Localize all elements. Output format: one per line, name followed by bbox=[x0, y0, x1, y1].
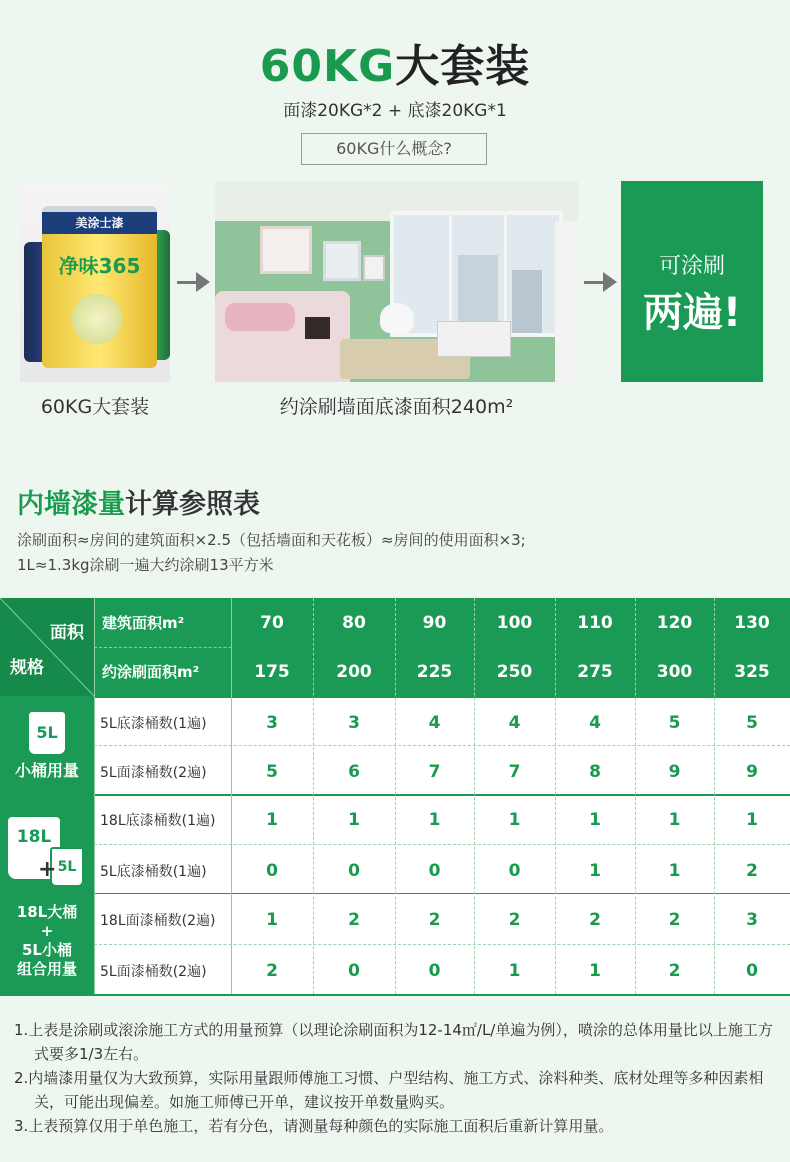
table-cell: 9 bbox=[668, 761, 681, 782]
table-cell: 1 bbox=[508, 809, 521, 830]
desc-line2: 1L≈1.3kg涂刷一遍大约涂刷13平方米 bbox=[17, 556, 274, 574]
desc-line1: 涂刷面积≈房间的建筑面积×2.5（包括墙面和天花板）≈房间的使用面积×3; bbox=[17, 531, 526, 549]
row-label: 5L面漆桶数(2遍) bbox=[100, 963, 207, 980]
white-chair bbox=[380, 303, 414, 333]
subtitle: 面漆20KG*2 + 底漆20KG*1 bbox=[283, 101, 507, 121]
arrow-right-icon bbox=[603, 272, 617, 292]
row-label: 5L面漆桶数(2遍) bbox=[100, 764, 207, 781]
table-cell: 1 bbox=[508, 960, 521, 981]
caption-room: 约涂刷墙面底漆面积240m² bbox=[279, 396, 514, 418]
table-cell: 1 bbox=[589, 960, 601, 981]
arrow-line-1 bbox=[177, 281, 197, 284]
paint-area-cell: 175 bbox=[231, 647, 313, 696]
notes bbox=[14, 1018, 779, 1138]
plus-icon: + bbox=[38, 857, 57, 882]
small-bucket-icon: 5L bbox=[29, 712, 65, 754]
table-cell: 1 bbox=[266, 809, 278, 830]
build-area-cell: 90 bbox=[395, 598, 474, 647]
paint-area-cell: 275 bbox=[555, 647, 635, 696]
result-line1: 可涂刷 bbox=[658, 254, 725, 279]
build-area-cell: 130 bbox=[714, 598, 790, 647]
table-cell: 0 bbox=[348, 860, 360, 881]
group2-label-line1: 18L大桶 bbox=[16, 903, 78, 921]
wall-art-1 bbox=[260, 226, 312, 274]
bucket-front bbox=[42, 206, 157, 368]
paint-area-cell: 300 bbox=[635, 647, 714, 696]
nightstand bbox=[305, 317, 330, 339]
wall-art-3 bbox=[363, 255, 385, 281]
column-divider bbox=[555, 598, 556, 994]
table-cell: 7 bbox=[428, 761, 441, 782]
table-cell: 0 bbox=[266, 860, 278, 881]
table-cell: 2 bbox=[668, 909, 681, 930]
note-1: 1.上表是涂刷或滚涂施工方式的用量预算（以理论涂刷面积为12-14㎡/L/单遍为例），喷涂的总体用量比以上施工方式要多1/3左右。 bbox=[14, 1021, 773, 1063]
table-cell: 3 bbox=[266, 712, 278, 733]
table-cell: 0 bbox=[508, 860, 521, 881]
bucket-product-image bbox=[20, 182, 170, 382]
corner-cell bbox=[0, 598, 94, 696]
table-cell: 1 bbox=[428, 809, 441, 830]
table-cell: 6 bbox=[348, 761, 360, 782]
table-cell: 2 bbox=[428, 909, 441, 930]
column-divider bbox=[635, 598, 636, 994]
row-label: 18L面漆桶数(2遍) bbox=[100, 912, 216, 929]
group2-label-line3: 5L小桶 bbox=[22, 941, 72, 959]
table-cell: 9 bbox=[746, 761, 758, 782]
table-cell: 3 bbox=[348, 712, 360, 733]
table-cell: 1 bbox=[348, 809, 360, 830]
build-area-cell: 70 bbox=[231, 598, 313, 647]
table-cell: 1 bbox=[668, 860, 681, 881]
table-cell: 2 bbox=[266, 960, 278, 981]
table-cell: 2 bbox=[508, 909, 521, 930]
table-cell: 1 bbox=[589, 860, 601, 881]
bucket-brand-label: 美涂士漆 bbox=[42, 212, 157, 234]
column-divider bbox=[94, 598, 95, 994]
paint-area-cell: 250 bbox=[474, 647, 555, 696]
note-3: 3.上表预算仅用于单色施工，若有分色，请测量每种颜色的实际施工面积后重新计算用量。 bbox=[14, 1117, 614, 1135]
table-cell: 0 bbox=[746, 960, 758, 981]
row-label: 5L底漆桶数(1遍) bbox=[100, 715, 207, 732]
table-cell: 2 bbox=[348, 909, 360, 930]
table-cell: 4 bbox=[428, 712, 441, 733]
build-area-cell: 80 bbox=[313, 598, 395, 647]
corner-bottom-label: 规格 bbox=[10, 658, 44, 678]
table-cell: 1 bbox=[668, 809, 681, 830]
result-line2: 两遍! bbox=[642, 290, 742, 336]
row-head-build: 建筑面积m² bbox=[96, 598, 231, 647]
group1-label: 小桶用量 bbox=[14, 760, 79, 780]
table-cell: 1 bbox=[746, 809, 758, 830]
group2-label-line4: 组合用量 bbox=[16, 960, 77, 978]
paint-area-cell: 225 bbox=[395, 647, 474, 696]
table-cell: 4 bbox=[508, 712, 521, 733]
note-2: 2.内墙漆用量仅为大致预算，实际用量跟师傅施工习惯、户型结构、施工方式、涂料种类、底材处理等多种因素相关，可能出现偏差。如施工师傅已开单，建议按开单数量购买。 bbox=[14, 1069, 764, 1111]
row-head-paint: 约涂刷面积m² bbox=[96, 647, 231, 696]
table-cell: 0 bbox=[428, 860, 441, 881]
paint-area-cell: 325 bbox=[714, 647, 790, 696]
section-title bbox=[17, 482, 260, 521]
window bbox=[390, 211, 563, 337]
section-title-green: 内墙漆量 bbox=[17, 489, 125, 520]
table-cell: 4 bbox=[589, 712, 601, 733]
column-divider bbox=[395, 598, 396, 994]
title-rest: 大套装 bbox=[395, 41, 531, 92]
table-cell: 1 bbox=[266, 909, 278, 930]
table-cell: 5 bbox=[266, 761, 278, 782]
table-cell: 1 bbox=[589, 809, 601, 830]
bucket-product-label: 净味365 bbox=[58, 254, 141, 278]
group2-label-line2: + bbox=[40, 922, 54, 940]
column-divider bbox=[714, 598, 715, 994]
table-cell: 5 bbox=[746, 712, 758, 733]
caption-bucket: 60KG大套装 bbox=[40, 396, 150, 418]
table-cell: 2 bbox=[746, 860, 758, 881]
large-bucket-icon: 18L bbox=[8, 817, 60, 879]
table-cell: 2 bbox=[668, 960, 681, 981]
group2-label bbox=[0, 903, 94, 979]
section-title-dark: 计算参照表 bbox=[125, 489, 260, 520]
table-cell: 8 bbox=[589, 761, 601, 782]
reference-table bbox=[0, 598, 790, 996]
row-divider bbox=[94, 844, 790, 845]
bookshelf bbox=[555, 221, 578, 382]
paint-area-cell: 200 bbox=[313, 647, 395, 696]
table-cell: 2 bbox=[589, 909, 601, 930]
column-divider bbox=[231, 598, 232, 994]
title-highlight: 60KG bbox=[259, 41, 396, 92]
page-title bbox=[0, 30, 790, 94]
table-cell: 3 bbox=[746, 909, 758, 930]
group2-side bbox=[0, 795, 94, 996]
column-divider bbox=[313, 598, 314, 994]
bedroom-image bbox=[215, 181, 578, 382]
row-label: 5L底漆桶数(1遍) bbox=[100, 863, 207, 880]
small-bucket-icon: 5L bbox=[50, 847, 84, 887]
table-cell: 0 bbox=[428, 960, 441, 981]
arrow-right-icon bbox=[196, 272, 210, 292]
row-label: 18L底漆桶数(1遍) bbox=[100, 812, 216, 829]
group1-side bbox=[0, 698, 94, 794]
flower-decoration-icon bbox=[72, 294, 122, 344]
build-area-cell: 100 bbox=[474, 598, 555, 647]
corner-top-label: 面积 bbox=[50, 623, 84, 643]
concept-button[interactable]: 60KG什么概念? bbox=[301, 133, 487, 165]
arrow-line-2 bbox=[584, 281, 604, 284]
result-box bbox=[621, 181, 763, 382]
table-cell: 7 bbox=[508, 761, 521, 782]
corner-diagonal bbox=[0, 598, 94, 696]
wall-art-2 bbox=[323, 241, 361, 281]
row-divider bbox=[94, 944, 790, 945]
air-conditioner bbox=[437, 321, 511, 357]
table-cell: 5 bbox=[668, 712, 681, 733]
column-divider bbox=[474, 598, 475, 994]
section-description bbox=[17, 528, 526, 578]
build-area-cell: 120 bbox=[635, 598, 714, 647]
build-area-cell: 110 bbox=[555, 598, 635, 647]
table-cell: 0 bbox=[348, 960, 360, 981]
